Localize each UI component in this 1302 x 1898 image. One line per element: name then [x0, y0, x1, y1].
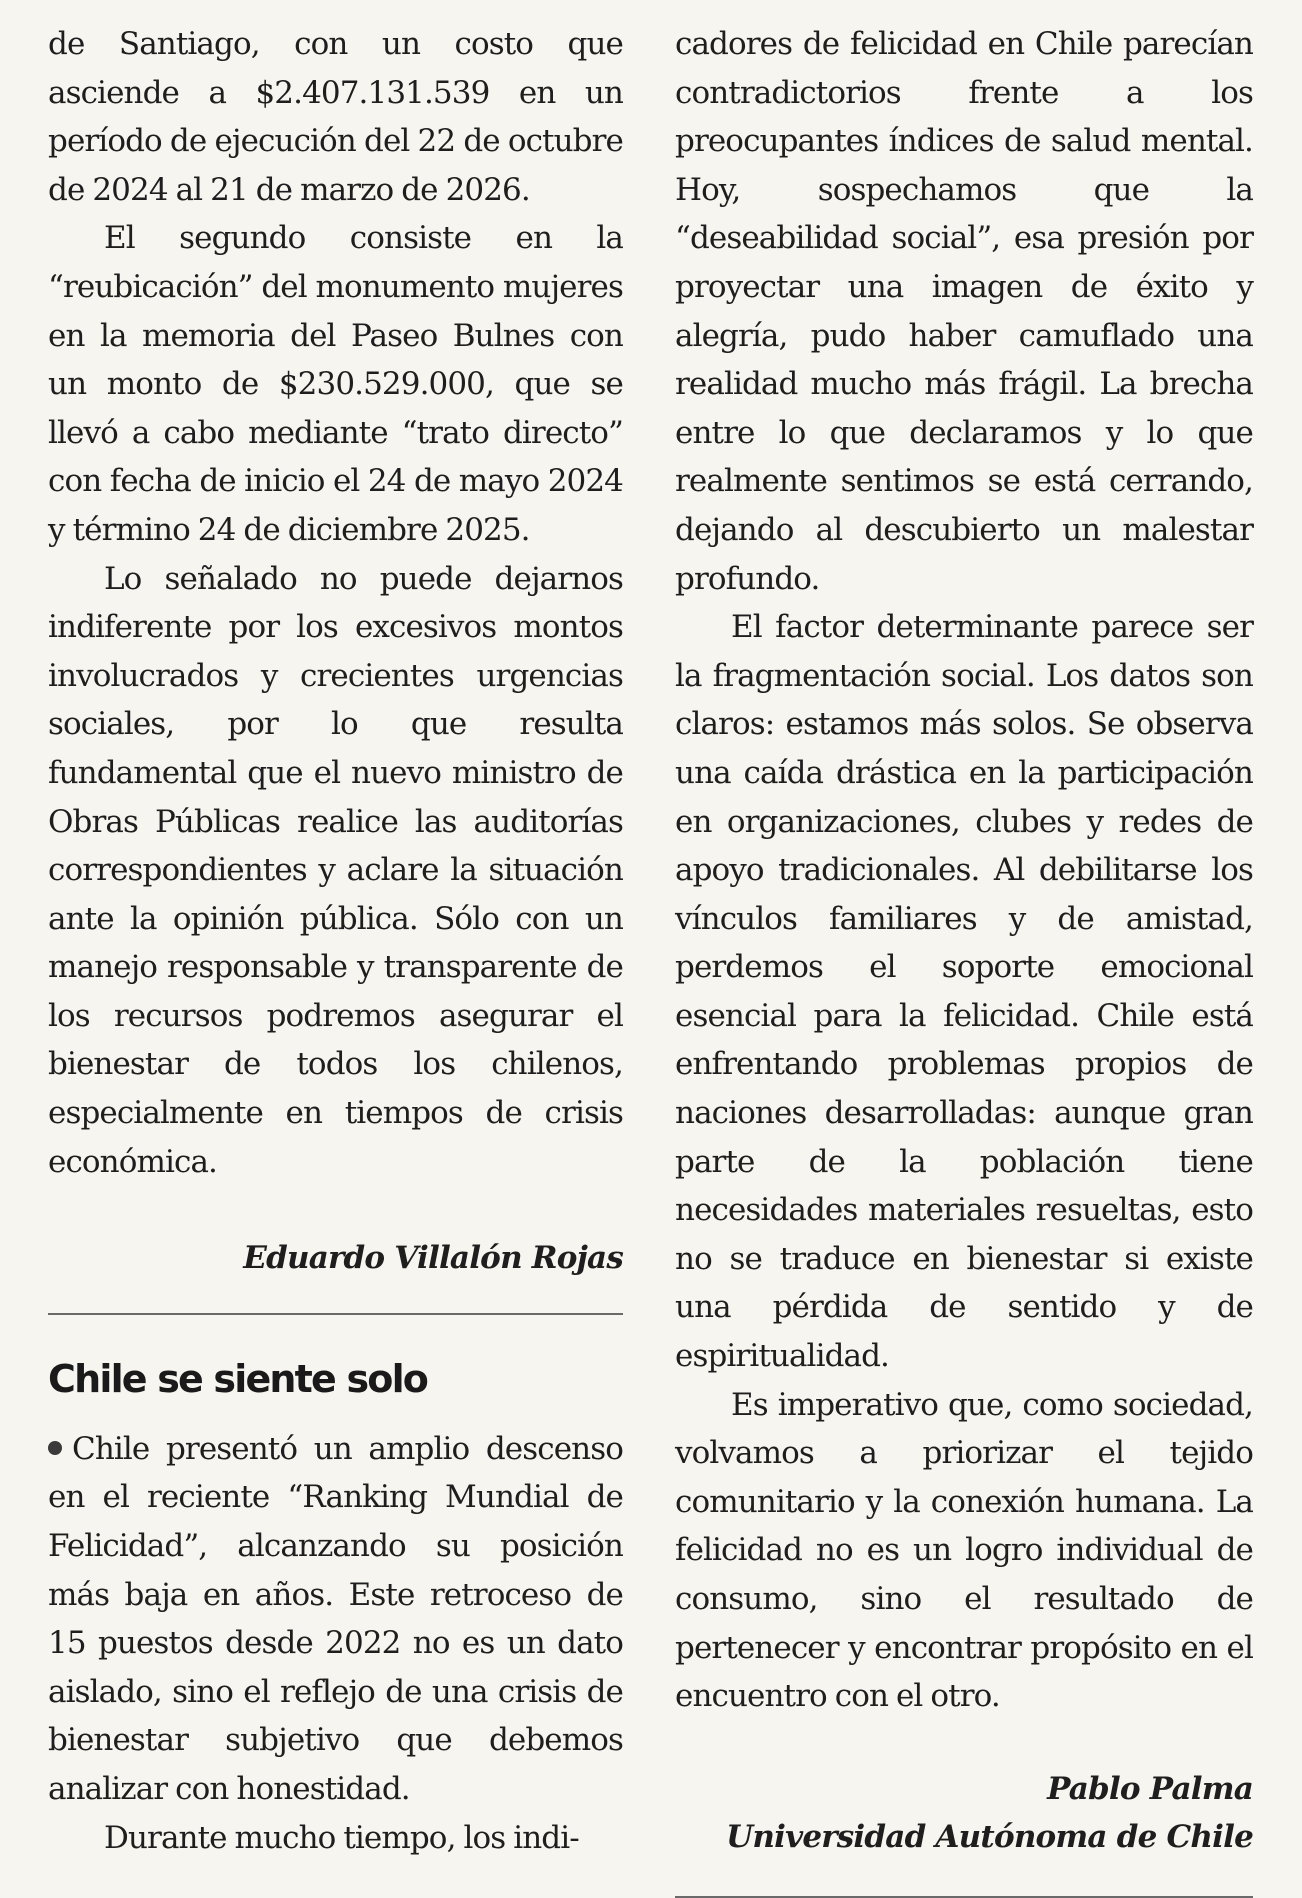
bullet-icon	[48, 1441, 62, 1455]
letter1-paragraph-1: de Santiago, con un costo que asciende a $2.407.131.539 en un período de ejecución del 22 de octubre de 2024 al 21 de marzo de 2026.	[48, 26, 623, 208]
letter2-affiliation: Universidad Autónoma de Chile	[726, 1819, 1253, 1856]
letter2-paragraph-2-continued: cadores de felicidad en Chile parecían contradictorios frente a los preocupantes índices de salud mental. Hoy, sospechamos que la “deseabilidad social”, esa presión por proyectar una imagen de éxito y alegría, pudo haber camuflado una realidad mucho más frágil. La brecha entre lo que declaramos y lo que realmente sentimos se está cerrando, dejando al descubierto un malestar profundo.	[675, 26, 1253, 597]
section-divider	[48, 1313, 623, 1315]
letter2-paragraph-1-text: Chile presentó un amplio descenso en el reciente “Ranking Mundial de Felicidad”, alcanzando su posición más baja en años. Este retroceso de 15 puestos desde 2022 no es un dato aislado, sino el reflejo de una crisis de bienestar subjetivo que debemos analizar con honestidad.	[48, 1430, 623, 1807]
letter2-paragraph-4: Es imperativo que, como sociedad, volvamos a priorizar el tejido comunitario y la conexión humana. La felicidad no es un logro individual de consumo, sino el resultado de pertenecer y encontrar propósito en el encuentro con el otro.	[675, 1386, 1253, 1715]
letter1-paragraph-3: Lo señalado no puede dejarnos indiferente por los excesivos montos involucrados y crecientes urgencias sociales, por lo que resulta fundamental que el nuevo ministro de Obras Públicas realice las auditorías correspondientes y aclare la situación ante la opinión pública. Sólo con un manejo responsable y transparente de los recursos podremos asegurar el bienestar de todos los chilenos, especialmente en tiempos de crisis económica.	[48, 560, 623, 1180]
left-column	[48, 20, 623, 1862]
letter1-paragraph-2: El segundo consiste en la “reubicación” del monumento mujeres en la memoria del Paseo Bulnes con un monto de $230.529.000, que se llevó a cabo mediante “trato directo” con fecha de inicio el 24 de mayo 2024 y término 24 de diciembre 2025.	[48, 220, 623, 548]
letter2-paragraph-1	[48, 1425, 623, 1814]
letter1-author: Eduardo Villalón Rojas	[243, 1240, 623, 1277]
letter2-headline: Chile se siente solo	[48, 1356, 428, 1401]
letter2-author: Pablo Palma	[1047, 1770, 1253, 1807]
letter2-paragraph-2-start: Durante mucho tiempo, los indi-	[104, 1819, 579, 1856]
right-column	[675, 20, 1253, 1898]
letter2-paragraph-3: El factor determinante parece ser la fragmentación social. Los datos son claros: estamos más solos. Se observa una caída drástica en la participación en organizaciones, clubes y redes de apoyo tradicionales. Al debilitarse los vínculos familiares y de amistad, perdemos el soporte emocional esencial para la felicidad. Chile está enfrentando problemas propios de naciones desarrolladas: aunque gran parte de la población tiene necesidades materiales resueltas, esto no se traduce en bienestar si existe una pérdida de sentido y de espiritualidad.	[675, 609, 1253, 1375]
